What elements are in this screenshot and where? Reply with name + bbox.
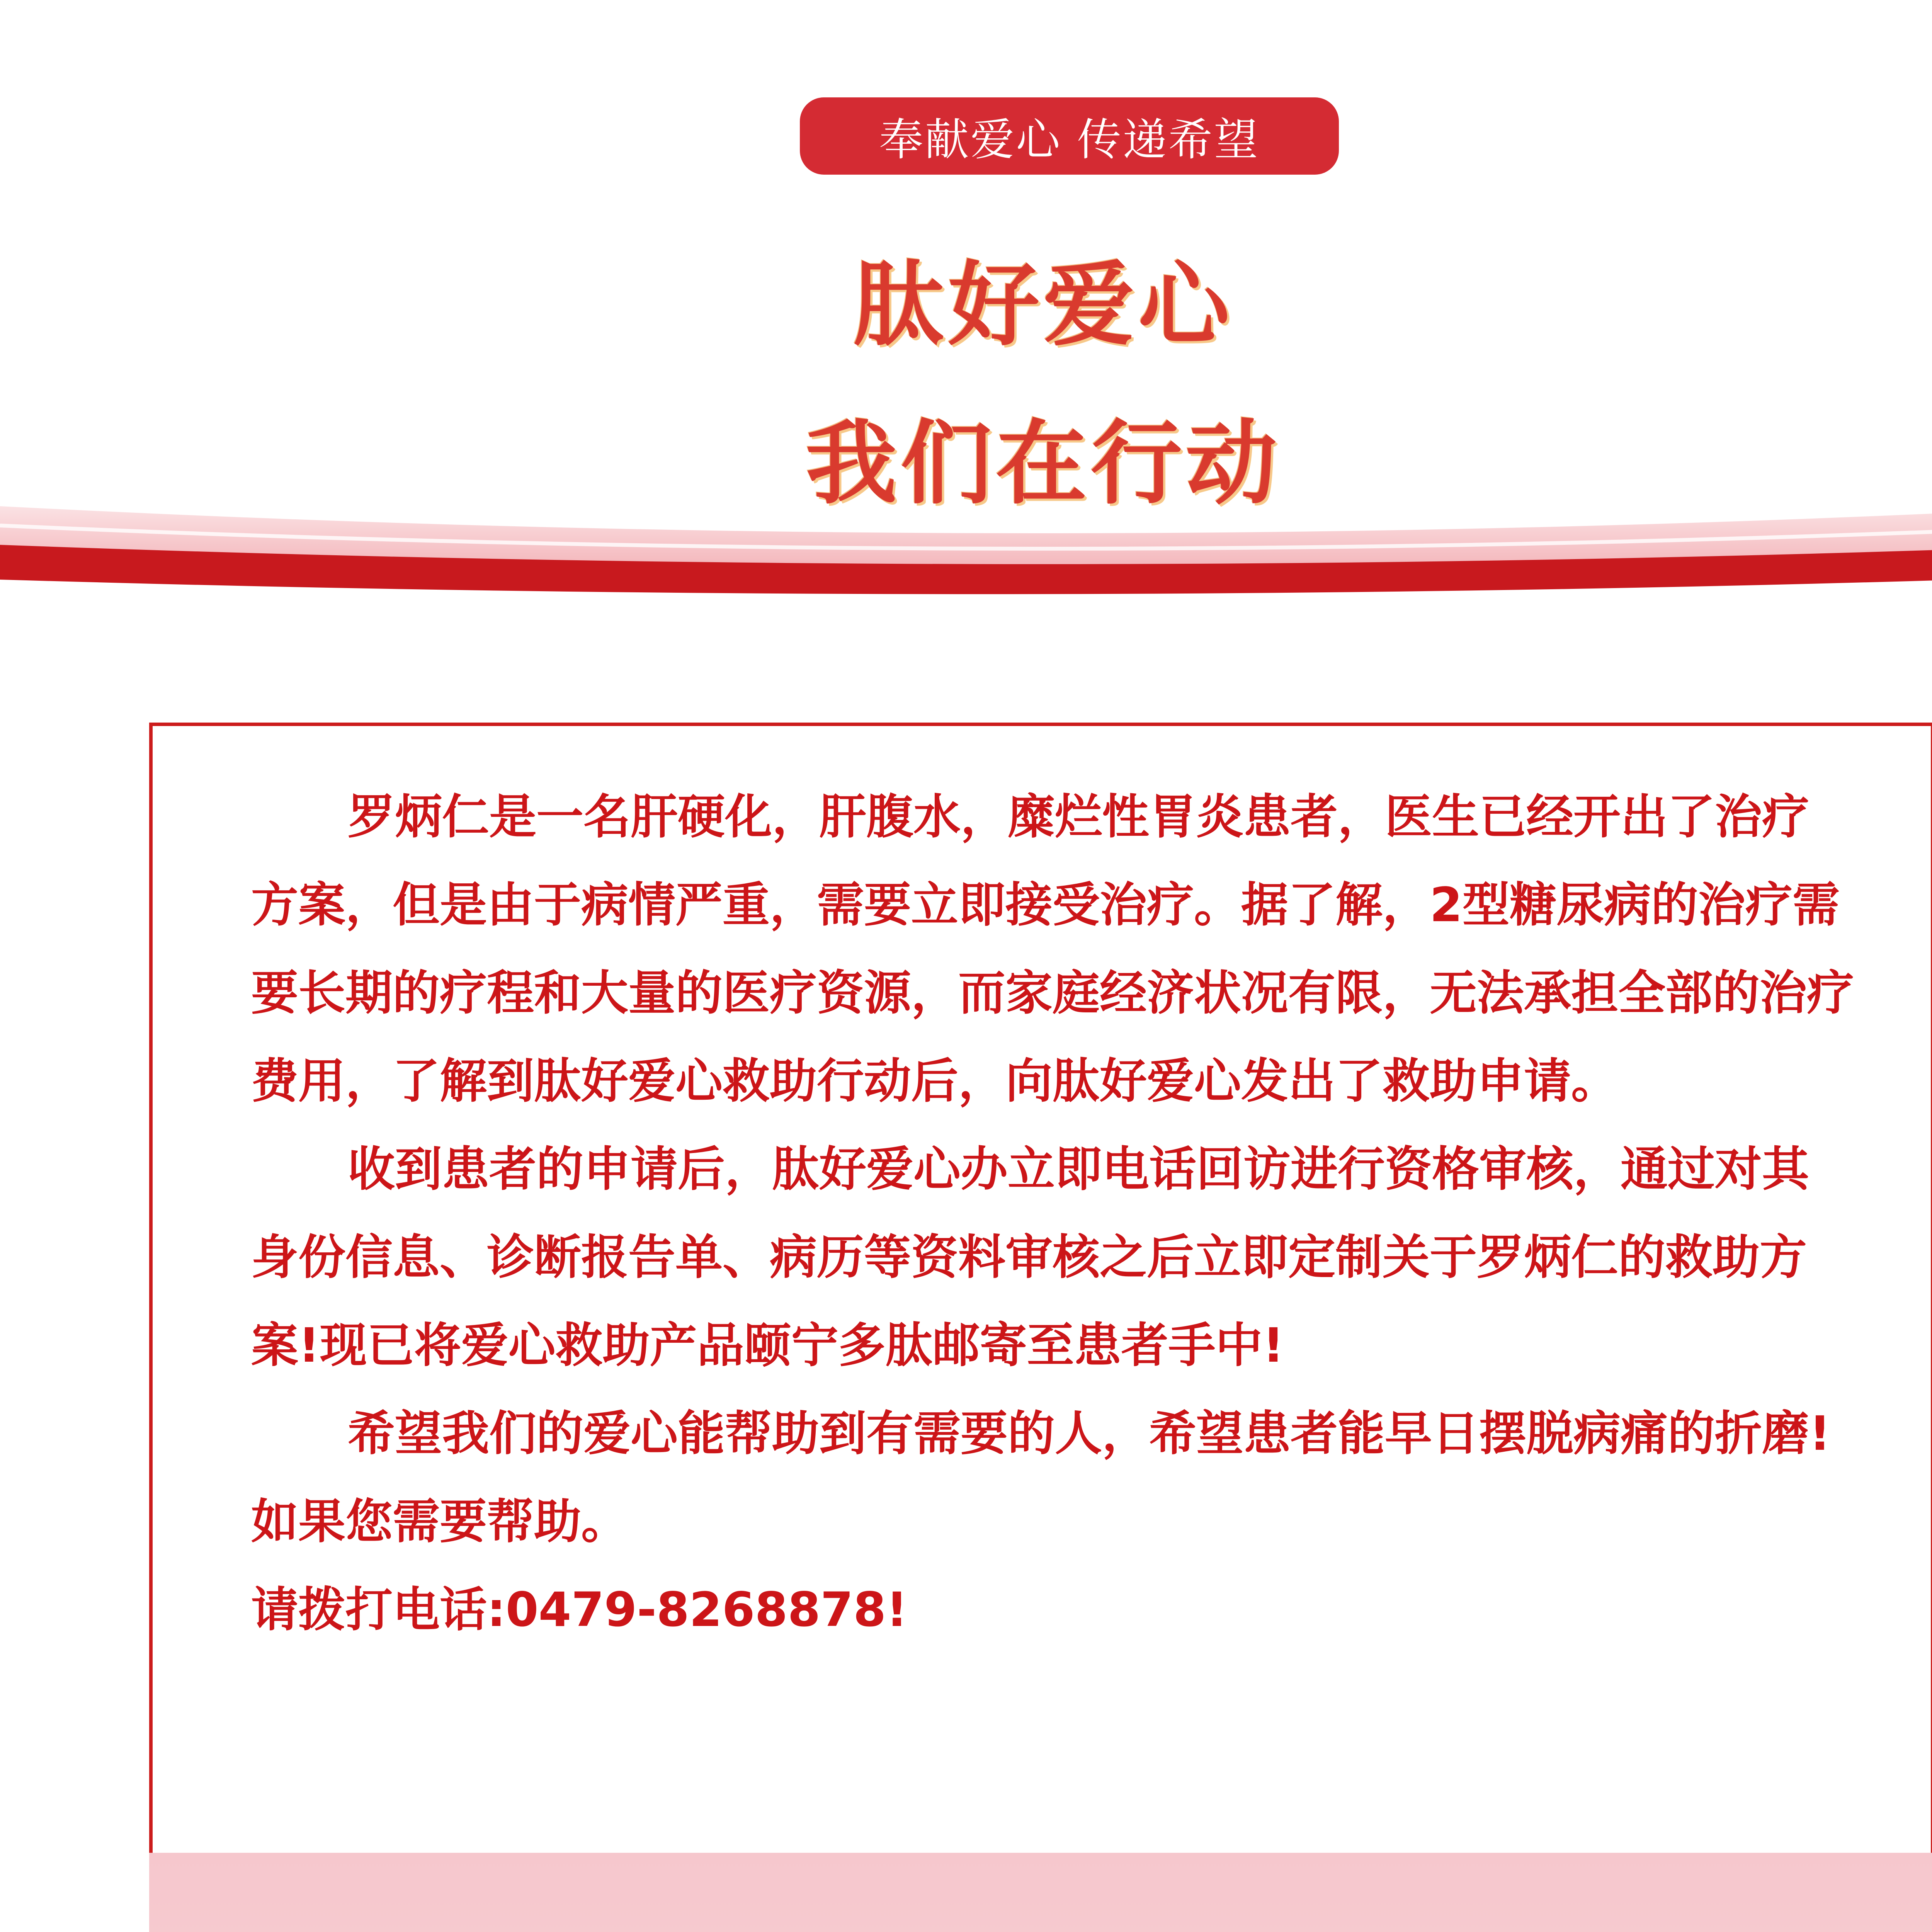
page-title-line1: 肽好爱心: [853, 252, 1233, 358]
article-paragraph-2: 收到患者的申请后，肽好爱心办立即电话回访进行资格审核，通过对其身份信息、诊断报告单、病历等资料审核之后立即定制关于罗炳仁的救助方案!现已将爱心救助产品颐宁多肽邮寄至患者手中!: [251, 1142, 1809, 1373]
charity-banner: [149, 1853, 1932, 1932]
header-red-wave-divider: [0, 448, 1932, 649]
article-body: [251, 773, 1855, 1654]
help-line: 如果您需要帮助。: [251, 1494, 628, 1549]
page-title-line2: 我们在行动: [805, 410, 1281, 517]
article-paragraph-1: 罗炳仁是一名肝硬化，肝腹水，糜烂性胃炎患者，医生已经开出了治疗方案，但是由于病情严重，需要立即接受治疗。据了解，2型糖尿病的治疗需要长期的疗程和大量的医疗资源，而家庭经济状况有限，无法承担全部的治疗费用，了解到肽好爱心救助行动后，向肽好爱心发出了救助申请。: [251, 789, 1854, 1109]
slogan-badge: [800, 97, 1339, 175]
slogan-text: 奉献爱心 传递希望: [879, 114, 1260, 165]
phone-line: 请拨打电话:0479-8268878!: [251, 1582, 908, 1637]
banner-illustration: [149, 1853, 1932, 1932]
article-paragraph-3: 希望我们的爱心能帮助到有需要的人，希望患者能早日摆脱病痛的折磨!: [348, 1406, 1831, 1461]
